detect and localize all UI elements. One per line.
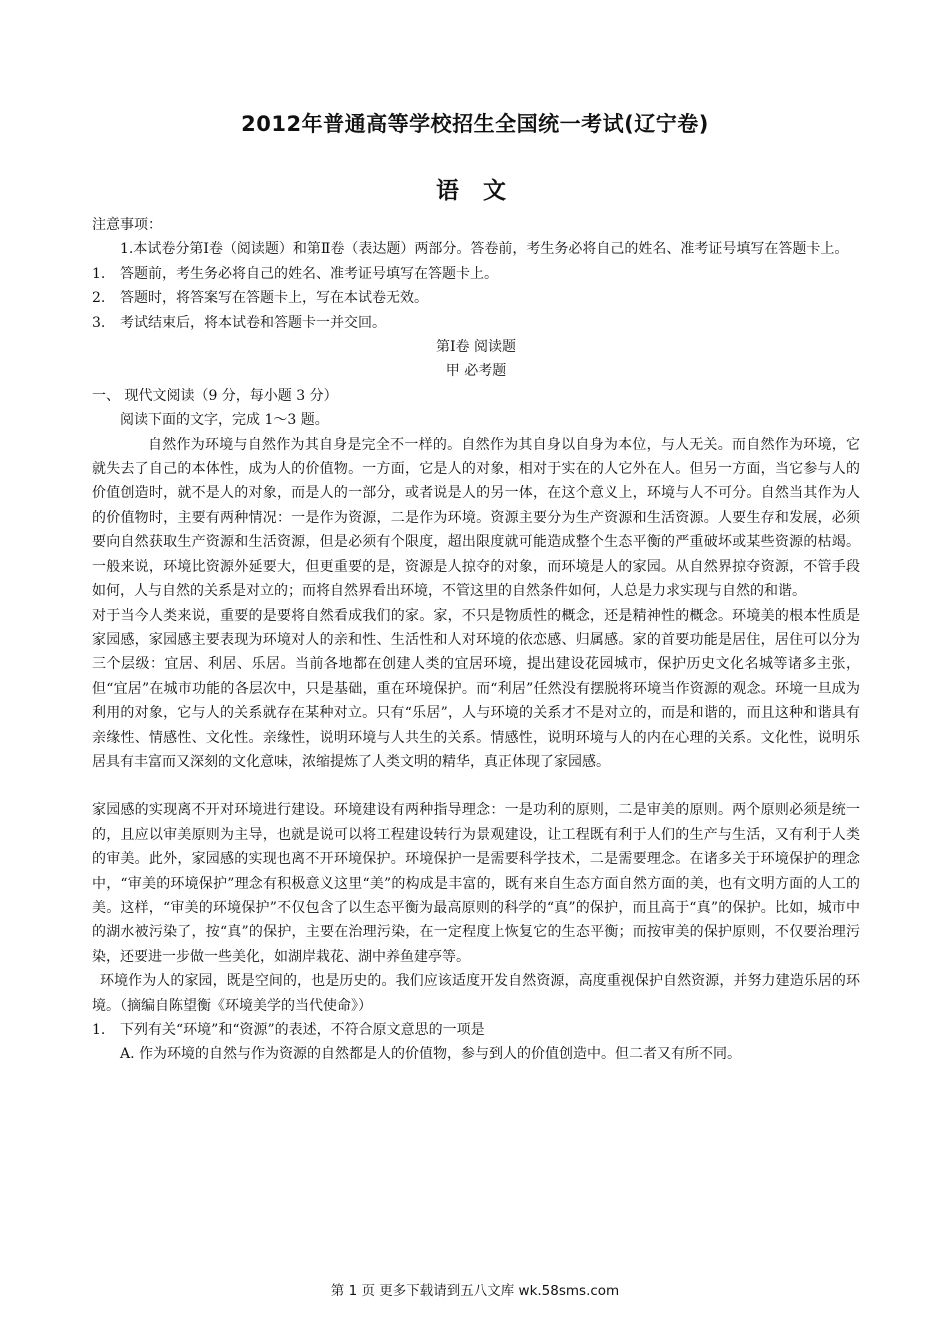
- question-option-a: A. 作为环境的自然与作为资源的自然都是人的价值物，参与到人的价值创造中。但二者又有所不同。: [120, 1046, 742, 1063]
- list-number: 3.: [92, 314, 106, 331]
- question-1: [92, 1018, 860, 1042]
- notice-heading: 注意事项：: [92, 217, 162, 233]
- notice-item: [92, 286, 860, 310]
- list-text: 考试结束后，将本试卷和答题卡一并交回。: [120, 314, 386, 331]
- sub-title: 甲 必考题: [445, 363, 507, 380]
- notice-item: [92, 311, 860, 335]
- list-text: 答题时，将答案写在答题卡上，写在本试卷无效。: [120, 290, 428, 307]
- document-body: [92, 213, 860, 1067]
- list-number: 2.: [92, 290, 106, 307]
- question-section-heading: 一、 现代文阅读（9 分，每小题 3 分）: [92, 387, 338, 404]
- paragraph-gap: [92, 774, 860, 798]
- list-text: 答题前，考生务必将自己的姓名、准考证号填写在答题卡上。: [120, 265, 498, 282]
- part-title: 第Ⅰ卷 阅读题: [436, 339, 516, 356]
- passage-paragraph-4: 环境作为人的家园，既是空间的，也是历史的。我们应该适度开发自然资源，高度重视保护自然资源，并努力建造乐居的环境。（摘编自陈望衡《环境美学的当代使命》）: [92, 973, 860, 1014]
- question-stem: 下列有关“环境”和“资源”的表述，不符合原文意思的一项是: [120, 1022, 485, 1038]
- passage-paragraph-3: 家园感的实现离不开对环境进行建设。环境建设有两种指导理念：一是功利的原则，二是审美的原则。两个原则必须是统一的，且应以审美原则为主导，也就是说可以将工程建设转行为景观建设，让工程既有利于人们的生产与生活，又有利于人类的审美。此外，家园感的实现也离不开环境保护。环境保护一是需要科学技术，二是需要理念。在诸多关于环境保护的理念中，“审美的环境保护”理念有积极意义这里“美”的构成是丰富的，既有来自生态方面自然方面的美，也有文明方面的人工的美。这样，“审美的环境保护”不仅包含了以生态平衡为最高原则的科学的“真”的保护，而且高于“真”的保护。比如，城市中的湖水被污染了，按“真”的保护，主要在治理污染，在一定程度上恢复它的生态平衡；而按审美的保护原则，不仅要治理污染，还要进一步做一些美化，如湖岸栽花、湖中养鱼建亭等。: [92, 802, 860, 965]
- page-footer: 第 1 页 更多下载请到五八文库 wk.58sms.com: [330, 1283, 620, 1299]
- list-number: 1.: [92, 265, 106, 282]
- passage-paragraph-2: 对于当今人类来说，重要的是要将自然看成我们的家。家，不只是物质性的概念，还是精神性的概念。环境美的根本性质是家园感，家园感主要表现为环境对人的亲和性、生活性和人对环境的依恋感、归属感。家的首要功能是居住，居住可以分为三个层级：宜居、利居、乐居。当前各地都在创建人类的宜居环境，提出建设花园城市，保护历史文化名城等诸多主张，但“宜居”在城市功能的各层次中，只是基础，重在环境保护。而“利居”任然没有摆脱将环境当作资源的观念。环境一旦成为利用的对象，它与人的关系就存在某种对立。只有“乐居”，人与环境的关系才不是对立的，而是和谐的，而且这种和谐具有亲缘性、情感性、文化性。亲缘性，说明环境与人共生的关系。情感性，说明环境与人的内在心理的关系。文化性，说明乐居具有丰富而又深刻的文化意味，浓缩提炼了人类文明的精华，真正体现了家园感。: [92, 607, 860, 770]
- notice-item: [92, 262, 860, 286]
- exam-title: 2012年普通高等学校招生全国统一考试(辽宁卷): [241, 112, 709, 136]
- subject-title: 语 文: [435, 178, 514, 204]
- question-number: 1.: [92, 1022, 106, 1038]
- notice-item-intro: 1.本试卷分第Ⅰ卷（阅读题）和第Ⅱ卷（表达题）两部分。答卷前，考生务必将自己的姓名、准考证号填写在答题卡上。: [120, 241, 849, 258]
- reading-instruction: 阅读下面的文字，完成 1～3 题。: [120, 412, 329, 429]
- passage-paragraph-1: 自然作为环境与自然作为其自身是完全不一样的。自然作为其自身以自身为本位，与人无关。而自然作为环境，它就失去了自己的本体性，成为人的价值物。一方面，它是人的对象，相对于实在的人它外在人。但另一方面，当它参与人的价值创造时，就不是人的对象，而是人的一部分，或者说是人的另一体，在这个意义上，环境与人不可分。自然当其作为人的价值物时，主要有两种情况：一是作为资源，二是作为环境。资源主要分为生产资源和生活资源。人要生存和发展，必须要向自然获取生产资源和生活资源，但是必须有个限度，超出限度就可能造成整个生态平衡的严重破坏或某些资源的枯竭。一般来说，环境比资源外延要大，但更重要的是，资源是人掠夺的对象，而环境是人的家园。从自然界掠夺资源，不管手段如何，人与自然的关系是对立的；而将自然界看出环境，不管这里的自然条件如何，人总是力求实现与自然的和谐。: [92, 436, 860, 600]
